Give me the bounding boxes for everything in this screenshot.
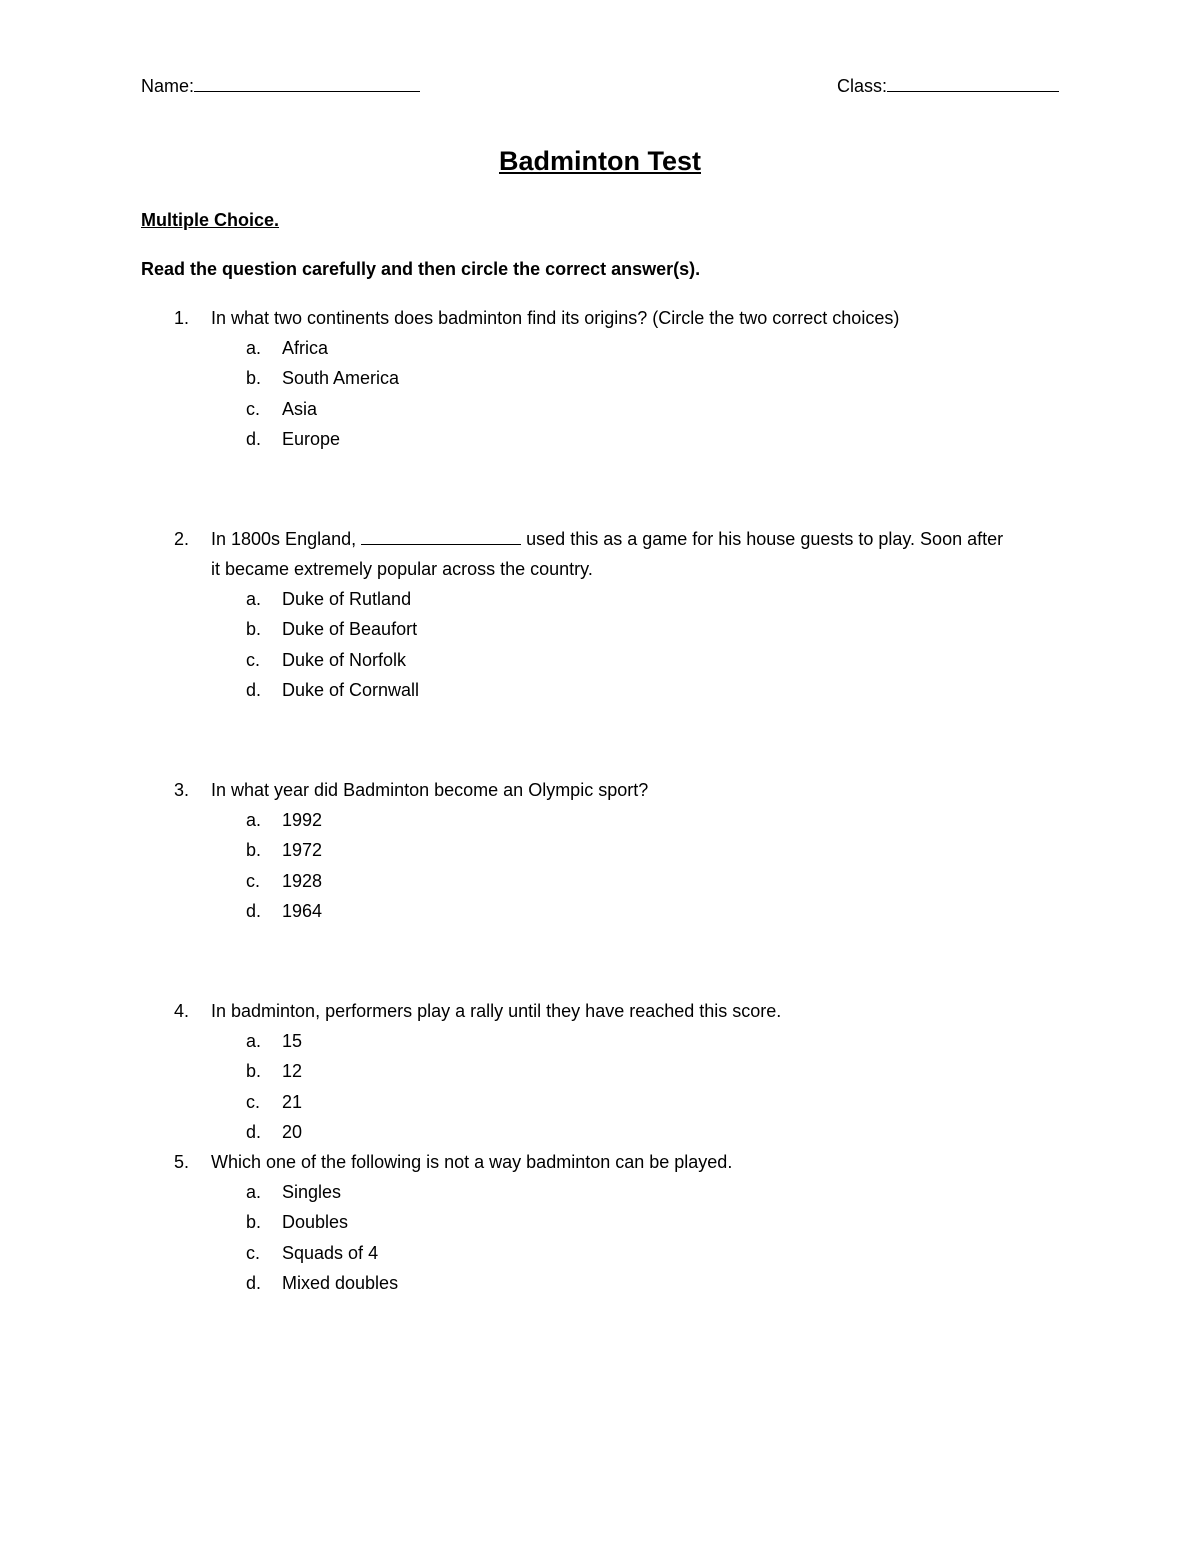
option-c [141, 645, 1071, 675]
question-number: 2. [174, 529, 190, 549]
class-blank-line [887, 72, 1059, 92]
option-d [141, 896, 1071, 926]
question-2 [141, 524, 1071, 705]
option-letter: d. [246, 679, 262, 700]
option-letter: b. [246, 840, 262, 861]
option-letter: b. [246, 1061, 262, 1082]
option-text: Europe [282, 428, 341, 449]
option-letter: b. [246, 619, 262, 640]
question-4 [141, 996, 1071, 1147]
class-field [837, 72, 1059, 99]
question-text-after-blank: used this as a game for his house guests to play. Soon after [526, 529, 1004, 549]
option-c [141, 866, 1071, 896]
option-letter: d. [246, 900, 262, 921]
option-letter: c. [246, 870, 261, 891]
option-text: 1964 [282, 900, 323, 921]
question-text: In badminton, performers play a rally until they have reached this score. [211, 1001, 782, 1021]
option-text: 21 [282, 1091, 303, 1112]
option-text: Africa [282, 338, 329, 358]
option-text: Duke of Beaufort [282, 619, 418, 640]
option-text: 1972 [282, 840, 323, 861]
answer-blank-line [361, 524, 521, 545]
section-heading: Multiple Choice. [141, 210, 280, 230]
option-letter: a. [246, 1182, 262, 1202]
option-text: 15 [282, 1031, 303, 1051]
question-line [141, 996, 1071, 1026]
option-letter: a. [246, 589, 262, 609]
option-letter: a. [246, 810, 262, 830]
question-5 [141, 1147, 1071, 1298]
option-b [141, 835, 1071, 865]
question-number: 4. [174, 1001, 190, 1021]
question-text-before-blank: In 1800s England, [211, 529, 357, 549]
option-letter: c. [246, 1242, 261, 1263]
name-field [141, 72, 420, 99]
option-text: Duke of Norfolk [282, 649, 407, 670]
option-letter: c. [246, 649, 261, 670]
option-a [141, 805, 1071, 835]
option-letter: a. [246, 1031, 262, 1051]
question-line [141, 303, 1071, 333]
option-a [141, 1177, 1071, 1207]
question-number: 3. [174, 780, 190, 800]
option-d [141, 675, 1071, 705]
option-a [141, 1026, 1071, 1056]
option-letter: d. [246, 428, 262, 449]
option-letter: b. [246, 368, 262, 389]
question-number: 5. [174, 1152, 190, 1172]
option-a [141, 584, 1071, 614]
name-blank-line [194, 72, 420, 92]
option-text: Mixed doubles [282, 1272, 399, 1293]
option-text: 1992 [282, 810, 323, 830]
question-line [141, 524, 1071, 554]
option-letter: a. [246, 338, 262, 358]
option-b [141, 363, 1071, 393]
question-1 [141, 303, 1071, 454]
question-number: 1. [174, 308, 190, 328]
option-a [141, 333, 1071, 363]
option-text: South America [282, 368, 400, 389]
option-text: Doubles [282, 1212, 349, 1233]
option-b [141, 1207, 1071, 1237]
name-label: Name: [141, 76, 195, 96]
question-text [211, 524, 1003, 554]
option-text: Singles [282, 1182, 342, 1202]
option-letter: d. [246, 1272, 262, 1293]
option-text: 1928 [282, 870, 323, 891]
class-label: Class: [837, 76, 888, 96]
page-title: Badminton Test [499, 146, 701, 176]
option-b [141, 614, 1071, 644]
option-letter: b. [246, 1212, 262, 1233]
option-text: Duke of Cornwall [282, 679, 420, 700]
option-b [141, 1056, 1071, 1086]
option-c [141, 1087, 1071, 1117]
option-d [141, 424, 1071, 454]
question-text-continued: it became extremely popular across the country. [211, 559, 593, 579]
instructions: Read the question carefully and then circle the correct answer(s). [141, 259, 701, 279]
option-text: Asia [282, 398, 318, 419]
question-line-continued [141, 554, 1071, 584]
option-letter: c. [246, 1091, 261, 1112]
question-line [141, 1147, 1071, 1177]
option-c [141, 1238, 1071, 1268]
question-text: In what two continents does badminton find its origins? (Circle the two correct choices) [211, 308, 900, 328]
option-text: 12 [282, 1061, 303, 1082]
question-text: In what year did Badminton become an Olympic sport? [211, 780, 649, 800]
header-row [141, 72, 1059, 98]
option-letter: c. [246, 398, 261, 419]
option-letter: d. [246, 1121, 262, 1142]
question-text: Which one of the following is not a way badminton can be played. [211, 1152, 733, 1172]
option-d [141, 1117, 1071, 1147]
option-c [141, 394, 1071, 424]
option-text: Duke of Rutland [282, 589, 412, 609]
question-3 [141, 775, 1071, 926]
option-text: Squads of 4 [282, 1242, 379, 1263]
option-text: 20 [282, 1121, 303, 1142]
question-line [141, 775, 1071, 805]
option-d [141, 1268, 1071, 1298]
